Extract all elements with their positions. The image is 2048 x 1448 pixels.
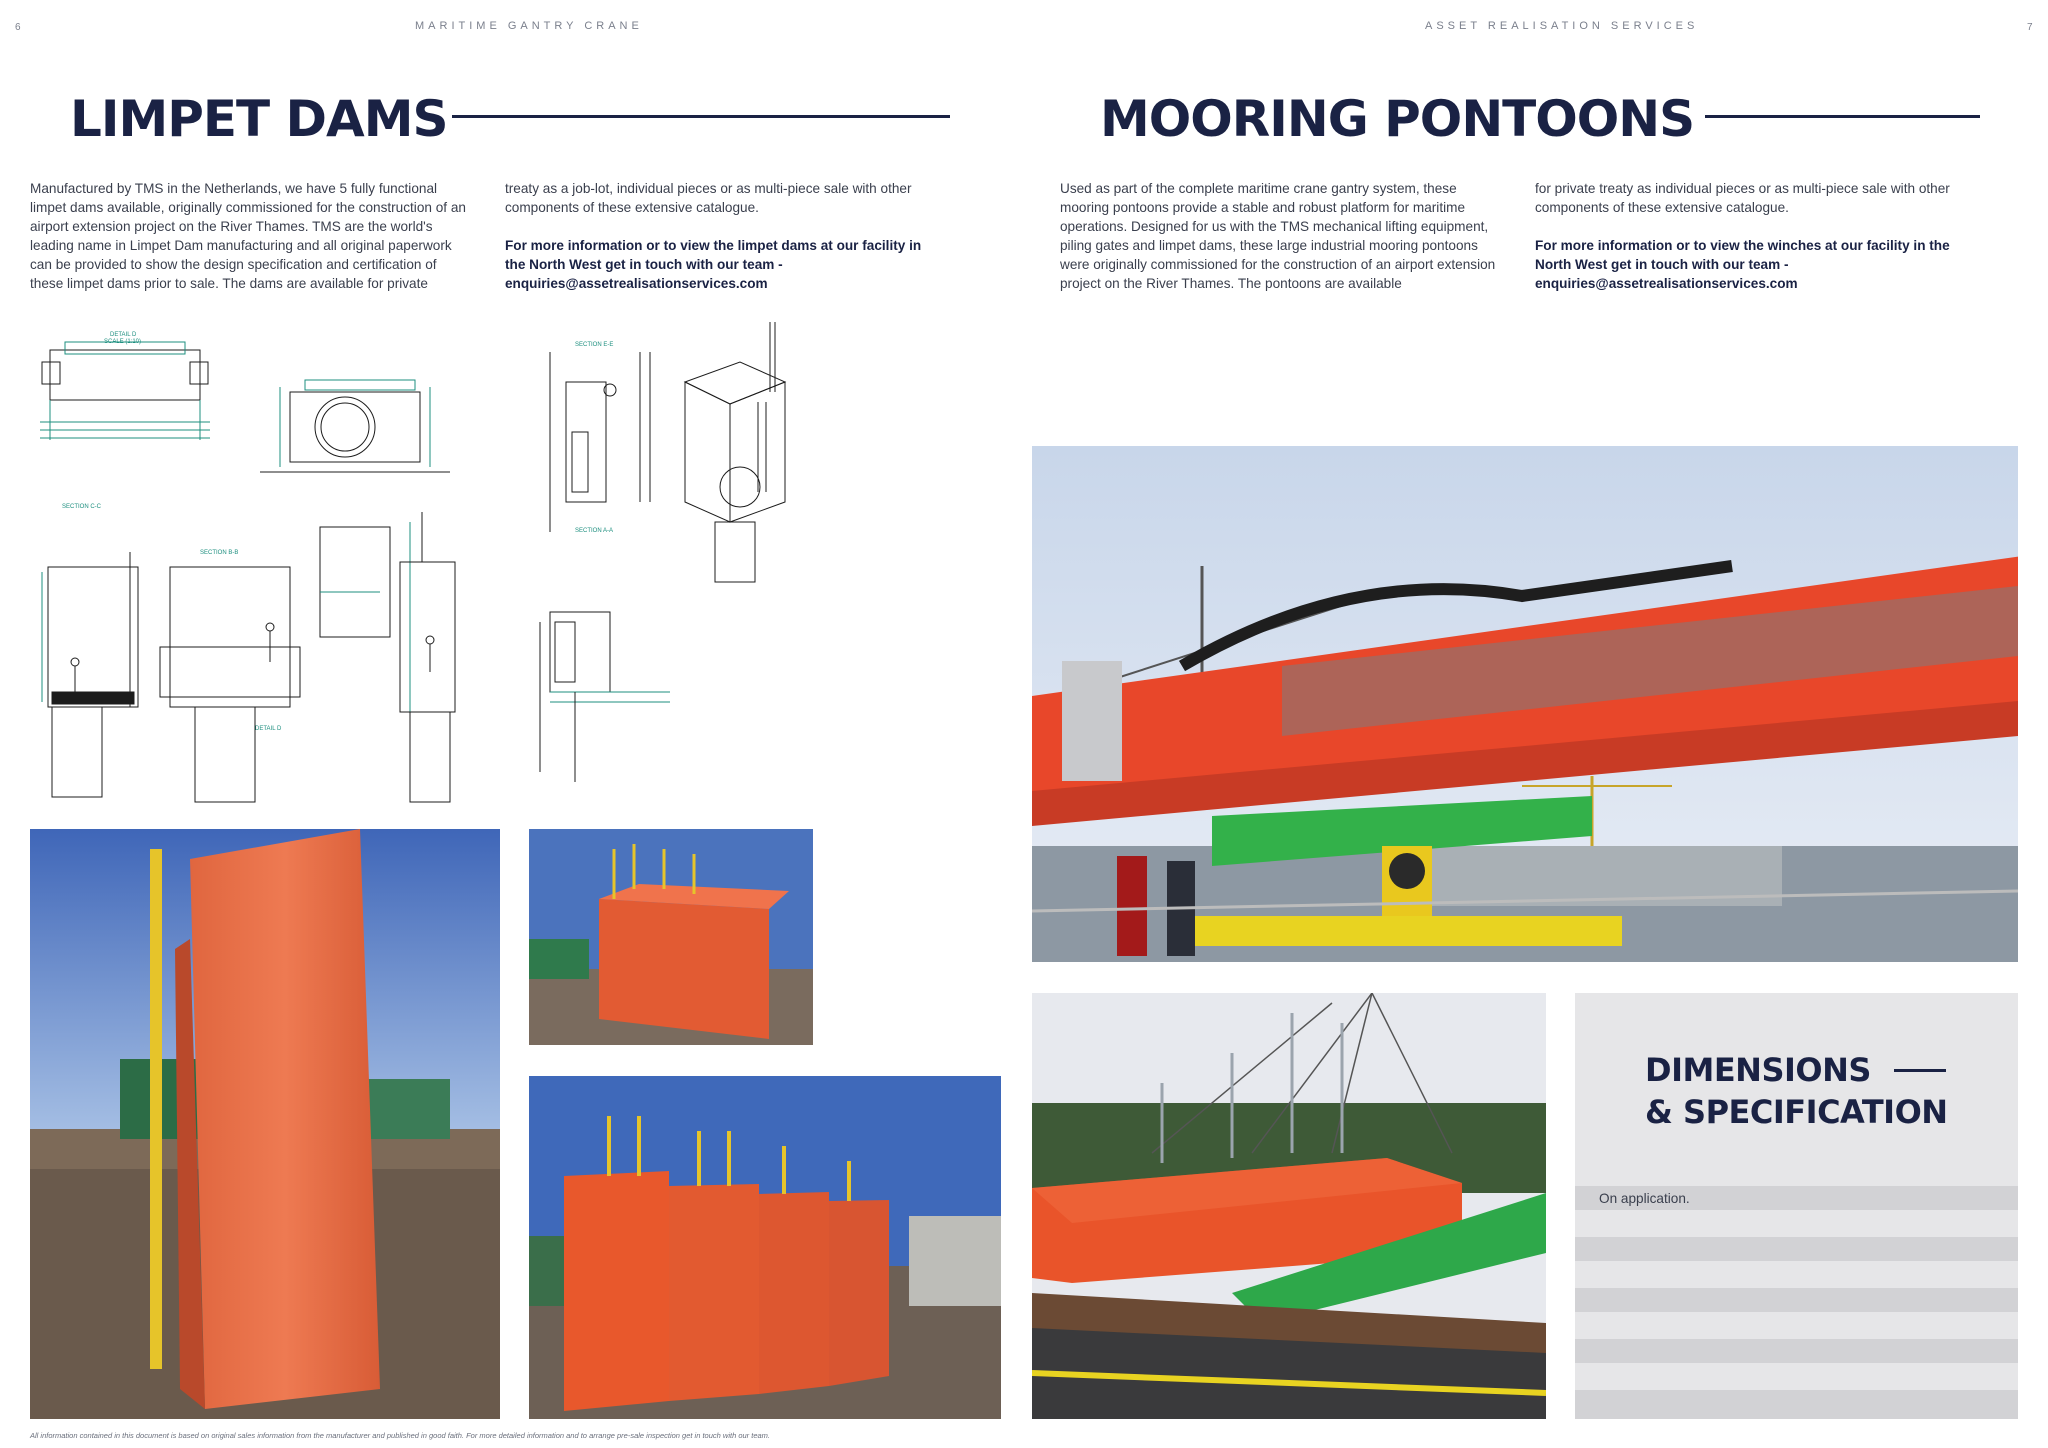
spec-title-line1: DIMENSIONS — [1645, 1051, 1871, 1089]
section-aa-label: SECTION A-A — [575, 528, 614, 534]
limpet-dams-col2 — [505, 179, 935, 293]
section-ee-label: SECTION E-E — [575, 342, 614, 348]
limpet-dams-intro: Manufactured by TMS in the Netherlands, we have 5 fully functional limpet dams available, originally commissioned for the construction of an airport extension project on the River Thames. TMS are the world's leading name in Limpet Dam manufacturing and all original paperwork can be provided to show the design specification and certification of these limpet dams prior to sale. The dams are available for private — [30, 181, 466, 291]
spec-value: On application. — [1599, 1191, 1690, 1206]
left-running-head: MARITIME GANTRY CRANE — [415, 20, 643, 32]
limpet-dam-upright-photo — [30, 829, 500, 1419]
limpet-dams-contact: For more information or to view the limpet dams at our facility in the North West get in touch with our team - enquiries@assetrealisationservices.com — [505, 238, 922, 291]
limpet-dams-col2-text: treaty as a job-lot, individual pieces or as multi-piece sale with other components of these extensive catalogue. — [505, 181, 912, 215]
isometric-dam-drawing — [685, 322, 785, 582]
spec-row-stripe — [1575, 1390, 2018, 1419]
mooring-pontoons-contact: For more information or to view the winches at our facility in the North West get in touch with our team - enquiries@assetrealisationservices.com — [1535, 238, 1950, 291]
side-section-drawing — [320, 512, 455, 802]
spec-row-stripe — [1575, 1288, 2018, 1312]
section-bb-label: SECTION B-B — [200, 550, 239, 556]
mooring-pontoons-title: MOORING PONTOONS — [1100, 90, 1695, 148]
detail-d2-label: DETAIL D — [255, 726, 282, 732]
detail-d-label: DETAIL D — [110, 332, 137, 338]
right-running-head: ASSET REALISATION SERVICES — [1425, 20, 1699, 32]
mooring-pontoon-gantry-photo — [1032, 446, 2018, 962]
section-cc-drawing — [42, 504, 138, 797]
section-cc-label: SECTION C-C — [62, 504, 101, 510]
plan-view-drawing — [260, 380, 450, 472]
spec-row-stripe — [1575, 1237, 2018, 1261]
limpet-dams-row-photo — [529, 829, 813, 1045]
spec-row-stripe — [1575, 1339, 2018, 1363]
limpet-dams-lineup-photo — [529, 1076, 1001, 1419]
detail-lower-drawing — [540, 612, 670, 782]
mooring-pontoons-intro: Used as part of the complete maritime crane gantry system, these mooring pontoons provide a stable and robust platform for maritime operations. Designed for us with the TMS mechanical lifting equipment, piling gates and limpet dams, these large industrial mooring pontoons were originally commissioned for the construction of an airport extension project on the River Thames. The pontoons are available — [1060, 181, 1496, 291]
right-page-number: 7 — [2027, 22, 2033, 33]
limpet-dam-technical-drawings — [30, 322, 830, 810]
mooring-pontoons-title-rule — [1705, 115, 1980, 118]
spec-title-rule — [1894, 1069, 1946, 1072]
limpet-dams-title-rule — [452, 115, 950, 118]
left-page-number: 6 — [15, 22, 21, 33]
limpet-dams-title: LIMPET DAMS — [70, 90, 448, 148]
footnote: All information contained in this document is based on original sales information from the manufacturer and published in good faith. For more detailed information and to arrange pre-sale inspection get in touch with our team. — [30, 1431, 770, 1440]
scale-label: SCALE (1:10) — [104, 339, 142, 345]
mooring-pontoon-lift-photo — [1032, 993, 1546, 1419]
dimensions-specification-panel — [1575, 993, 2018, 1419]
section-bb-drawing — [160, 550, 300, 802]
mooring-pontoons-col2-text: for private treaty as individual pieces or as multi-piece sale with other components of these extensive catalogue. — [1535, 181, 1950, 215]
detail-d-drawing — [40, 332, 210, 440]
mooring-pontoons-col2 — [1535, 179, 1975, 293]
section-ee-drawing — [550, 342, 650, 534]
spec-title-line2: & SPECIFICATION — [1645, 1093, 1948, 1131]
